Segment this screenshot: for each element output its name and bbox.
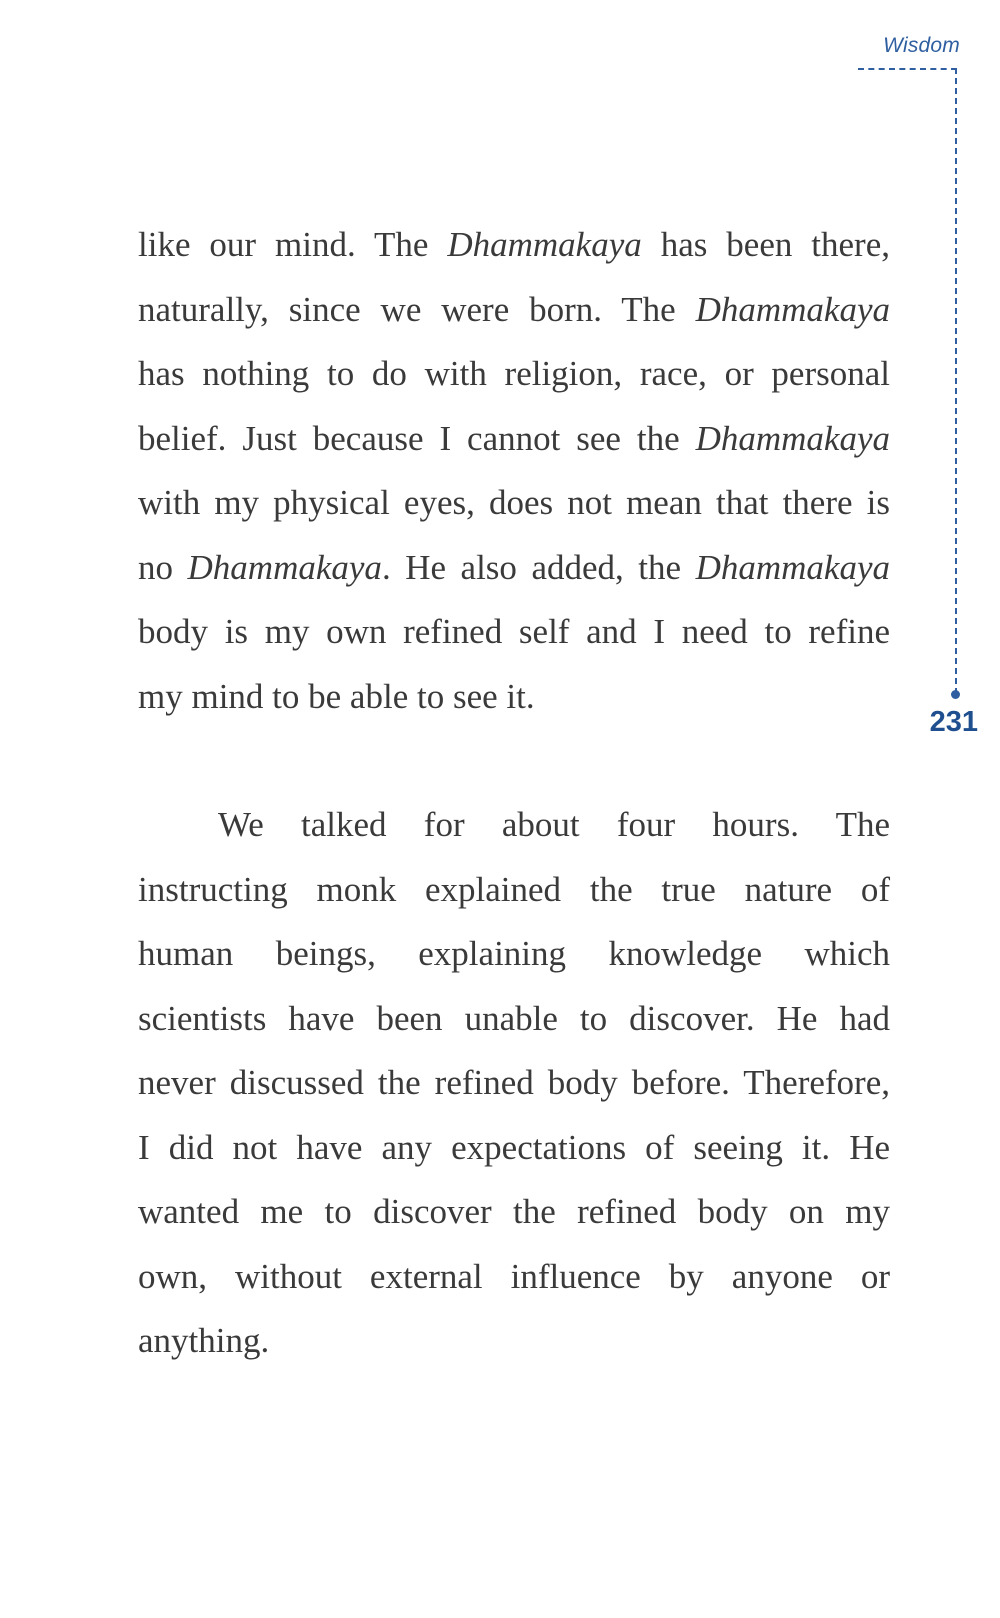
text-run: human beings, explaining knowledge which: [138, 934, 890, 973]
text-line: [138, 600, 890, 665]
text-line: [138, 342, 890, 407]
text-line: [138, 858, 890, 923]
italic-term: Dhammakaya: [695, 418, 890, 458]
rule-end-dot: [951, 690, 960, 699]
running-head-title: Wisdom: [883, 34, 960, 57]
text-run: my mind to be able to see it.: [138, 676, 535, 716]
text-run: scientists have been unable to discover. He had: [138, 998, 890, 1038]
italic-term: Dhammakaya: [447, 225, 642, 264]
text-line: [138, 1245, 890, 1310]
text-run: has been there,: [641, 225, 890, 264]
text-line: [138, 213, 890, 278]
text-run: body is my own refined self and I need to refine: [138, 612, 890, 651]
text-run: never discussed the refined body before. Therefore,: [138, 1063, 890, 1102]
text-run: I did not have any expectations of seeing it. He: [138, 1127, 890, 1167]
text-line: [138, 1116, 890, 1181]
text-run: belief. Just because I cannot see the: [138, 418, 696, 458]
page-number: 231: [929, 706, 978, 738]
italic-term: Dhammakaya: [187, 547, 382, 587]
italic-term: Dhammakaya: [695, 547, 890, 587]
text-run: We talked for about four hours. The: [218, 805, 890, 844]
text-run: own, without external influence by anyone or: [138, 1256, 890, 1296]
text-line: [138, 793, 890, 858]
text-run: instructing monk explained the true nature of: [138, 869, 890, 909]
text-line: [138, 536, 890, 601]
text-run: wanted me to discover the refined body on my: [138, 1192, 890, 1231]
text-line: [138, 665, 890, 730]
header-rule-vertical: [955, 68, 957, 694]
text-line: [138, 1309, 890, 1374]
text-line: [138, 1051, 890, 1116]
text-run: anything.: [138, 1321, 270, 1360]
text-line: [138, 407, 890, 472]
text-run: with my physical eyes, does not mean that there is: [138, 483, 890, 522]
text-run: like our mind. The: [138, 225, 448, 264]
text-line: [138, 922, 890, 987]
paragraph-1: [138, 213, 890, 729]
text-line: [138, 471, 890, 536]
header-rule-horizontal: [858, 68, 957, 70]
italic-term: Dhammakaya: [695, 289, 890, 329]
text-run: naturally, since we were born. The: [138, 289, 696, 329]
paragraph-2: [138, 793, 890, 1374]
text-line: [138, 987, 890, 1052]
text-run: no: [138, 547, 188, 587]
text-line: [138, 1180, 890, 1245]
text-run: . He also added, the: [381, 547, 696, 587]
text-run: has nothing to do with religion, race, or personal: [138, 354, 890, 393]
text-line: [138, 278, 890, 343]
